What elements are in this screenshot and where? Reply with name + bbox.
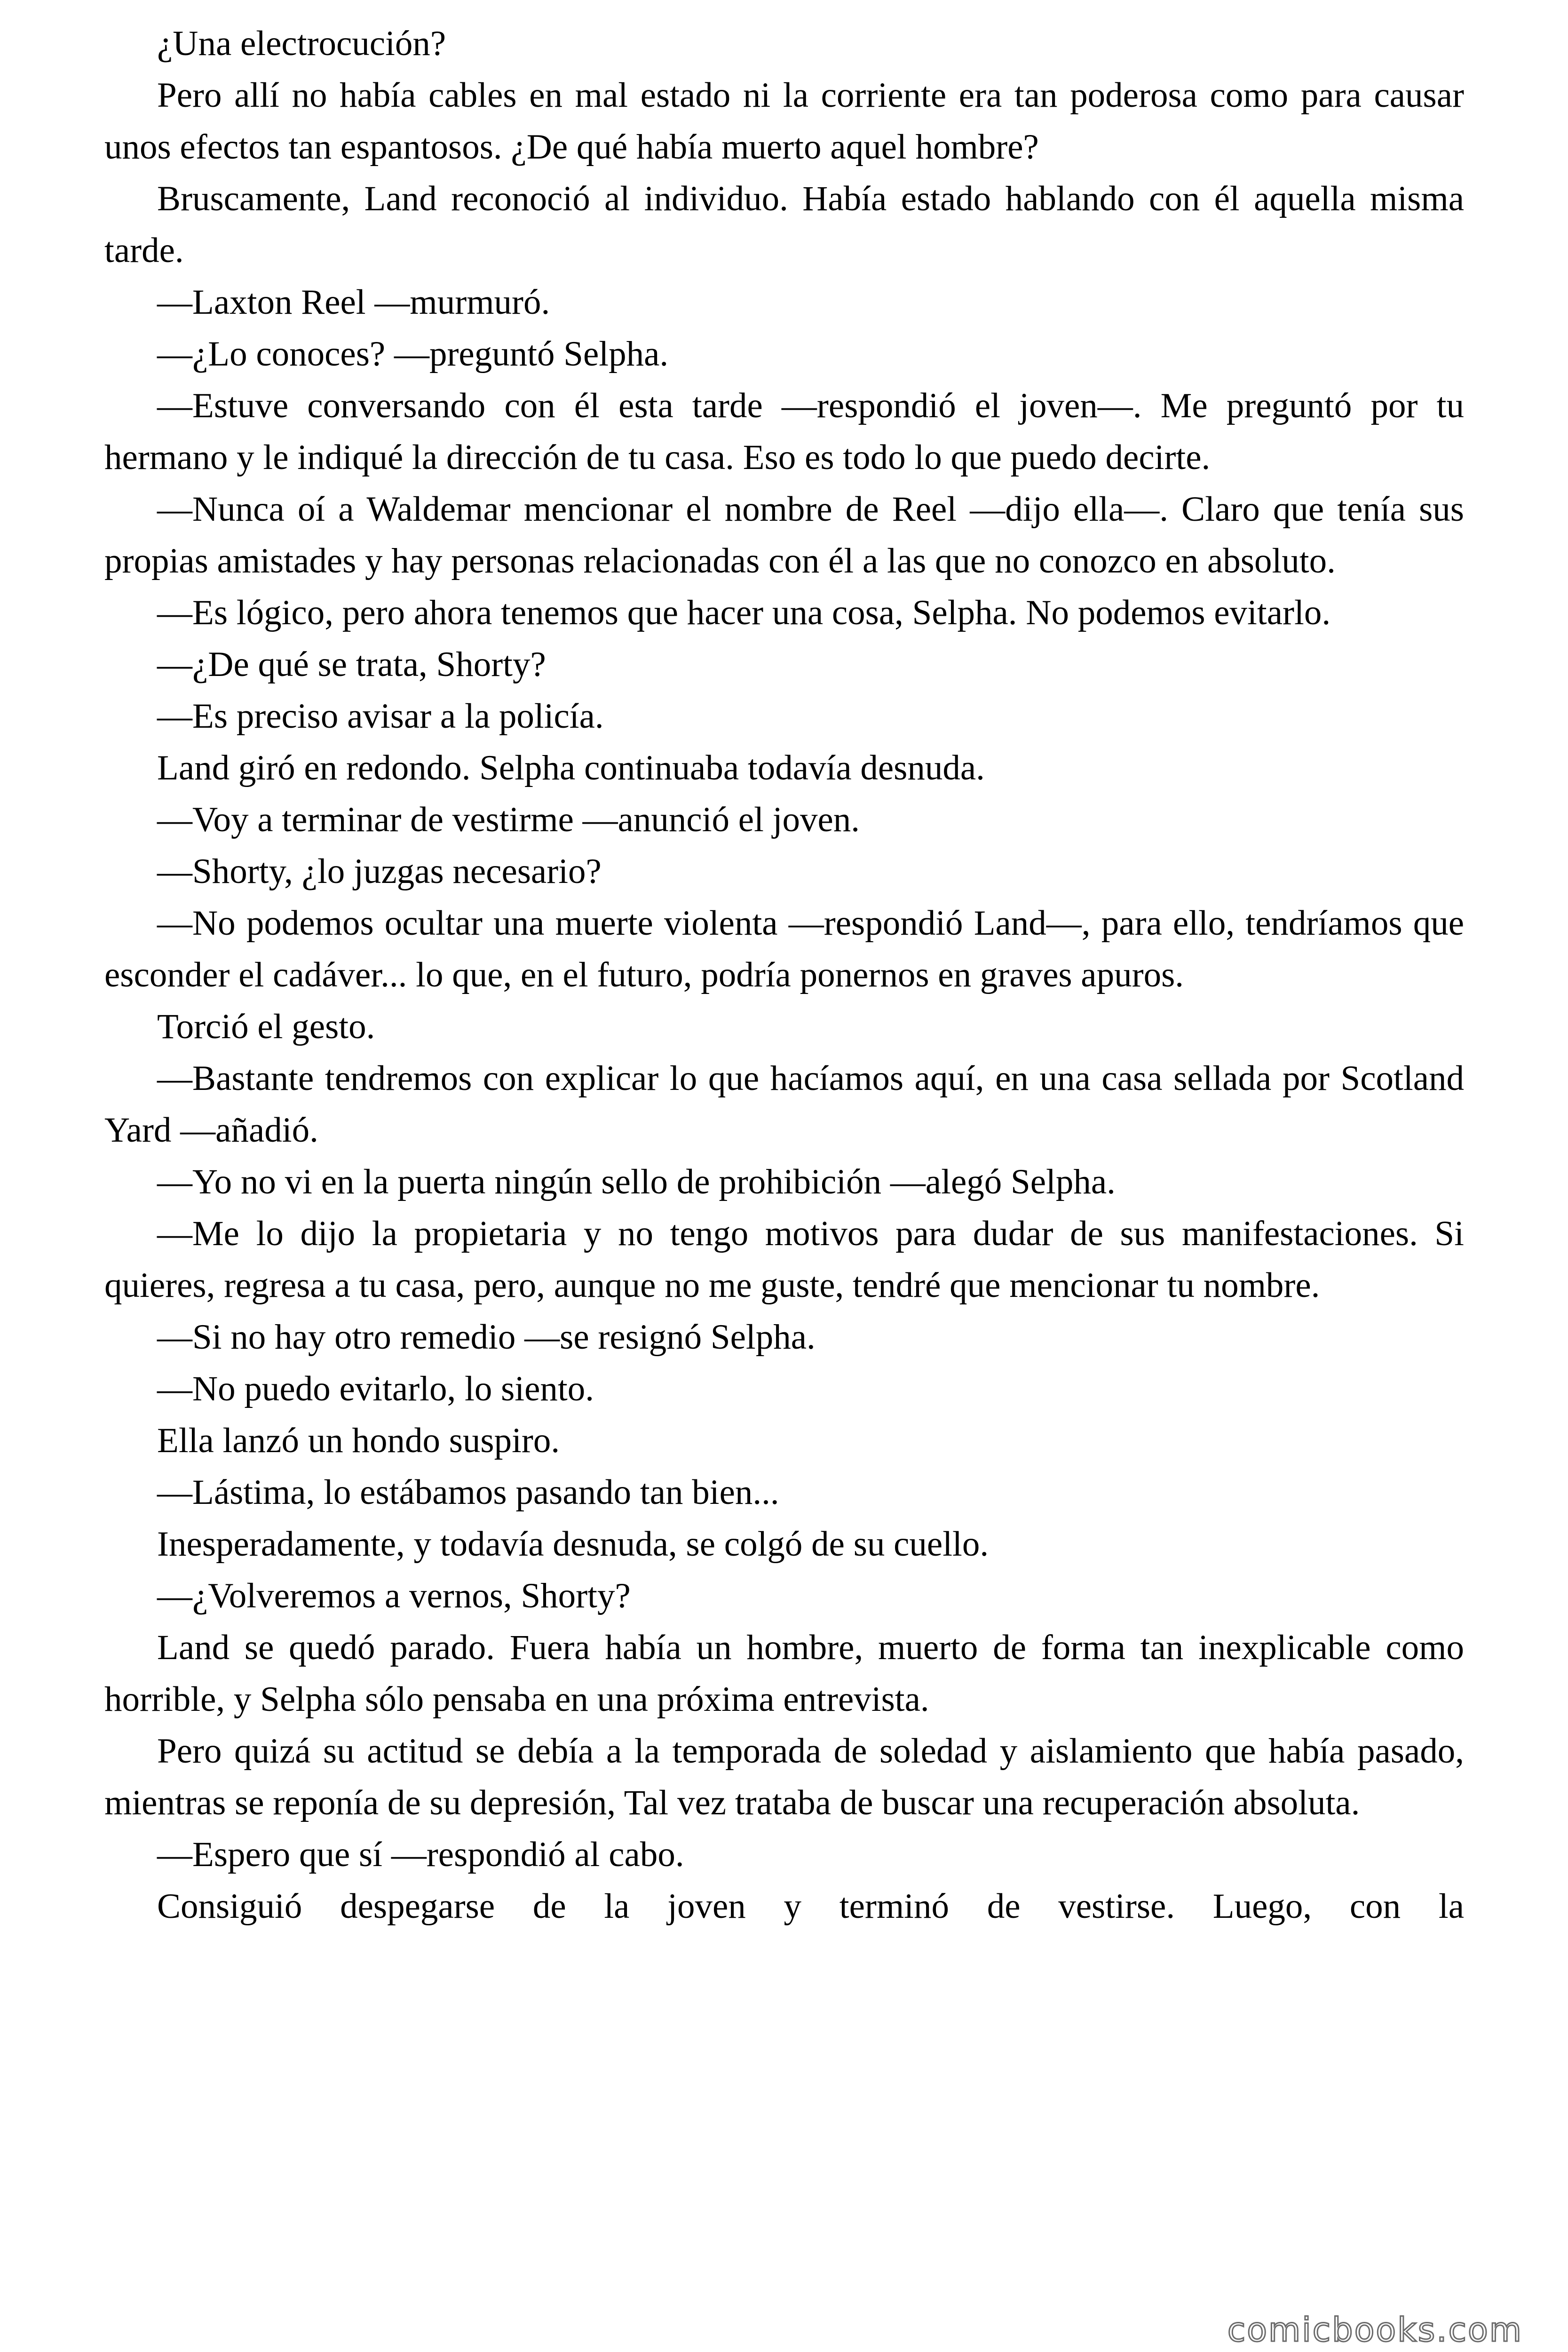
paragraph: —¿De qué se trata, Shorty? — [157, 645, 546, 684]
paragraph: —Es preciso avisar a la policía. — [157, 697, 604, 736]
paragraph: —Estuve conversando con él esta tarde —respondió el joven—. Me preguntó por tu hermano y le indiqué la dirección de tu casa. Eso es todo lo que puedo decirte. — [104, 386, 1464, 477]
paragraph: Pero quizá su actitud se debía a la temporada de soledad y aislamiento que había pasado, mientras se reponía de su depresión, Tal vez trataba de buscar una recuperación absoluta. — [104, 1732, 1464, 1822]
paragraph: —No podemos ocultar una muerte violenta —respondió Land—, para ello, tendríamos que esconder el cadáver... lo que, en el futuro, podría ponernos en graves apuros. — [104, 904, 1464, 994]
paragraph: Land giró en redondo. Selpha continuaba todavía desnuda. — [157, 748, 985, 787]
paragraph: —Nunca oí a Waldemar mencionar el nombre de Reel —dijo ella—. Claro que tenía sus propias amistades y hay personas relacionadas con él a las que no conozco en absoluto. — [104, 490, 1464, 580]
paragraph: ¿Una electrocución? — [157, 24, 446, 63]
paragraph: Pero allí no había cables en mal estado ni la corriente era tan poderosa como para causar unos efectos tan espantosos. ¿De qué había muerto aquel hombre? — [104, 76, 1464, 167]
paragraph: —No puedo evitarlo, lo siento. — [157, 1369, 594, 1408]
paragraph: —Es lógico, pero ahora tenemos que hacer una cosa, Selpha. No podemos evitarlo. — [157, 593, 1331, 632]
paragraph: —Voy a terminar de vestirme —anunció el joven. — [157, 800, 860, 839]
paragraph: Bruscamente, Land reconoció al individuo. Había estado hablando con él aquella misma tarde. — [104, 179, 1464, 270]
paragraph: —Lástima, lo estábamos pasando tan bien... — [157, 1473, 779, 1512]
paragraph: Torció el gesto. — [157, 1007, 375, 1046]
paragraph: —Bastante tendremos con explicar lo que hacíamos aquí, en una casa sellada por Scotland Yard —añadió. — [104, 1059, 1464, 1150]
paragraph: —Si no hay otro remedio —se resignó Selpha. — [157, 1318, 816, 1357]
paragraph: —Yo no vi en la puerta ningún sello de prohibición —alegó Selpha. — [157, 1162, 1116, 1201]
paragraph: Inesperadamente, y todavía desnuda, se colgó de su cuello. — [157, 1525, 989, 1564]
paragraph: —Shorty, ¿lo juzgas necesario? — [157, 852, 602, 891]
watermark: comicbooks.com — [1227, 2311, 1523, 2349]
paragraph: —Espero que sí —respondió al cabo. — [157, 1835, 684, 1874]
paragraph: —¿Volveremos a vernos, Shorty? — [157, 1576, 631, 1615]
paragraph: Ella lanzó un hondo suspiro. — [157, 1421, 560, 1460]
paragraph: Land se quedó parado. Fuera había un hombre, muerto de forma tan inexplicable como horrible, y Selpha sólo pensaba en una próxima entrevista. — [104, 1628, 1464, 1719]
paragraph: —Me lo dijo la propietaria y no tengo motivos para dudar de sus manifestaciones. Si quieres, regresa a tu casa, pero, aunque no me guste, tendré que mencionar tu nombre. — [104, 1214, 1464, 1305]
paragraph: —Laxton Reel —murmuró. — [157, 283, 550, 322]
paragraph: —¿Lo conoces? —preguntó Selpha. — [157, 334, 669, 373]
body-text — [104, 18, 1464, 1932]
paragraph: Consiguió despegarse de la joven y terminó de vestirse. Luego, con la — [157, 1887, 1464, 1926]
